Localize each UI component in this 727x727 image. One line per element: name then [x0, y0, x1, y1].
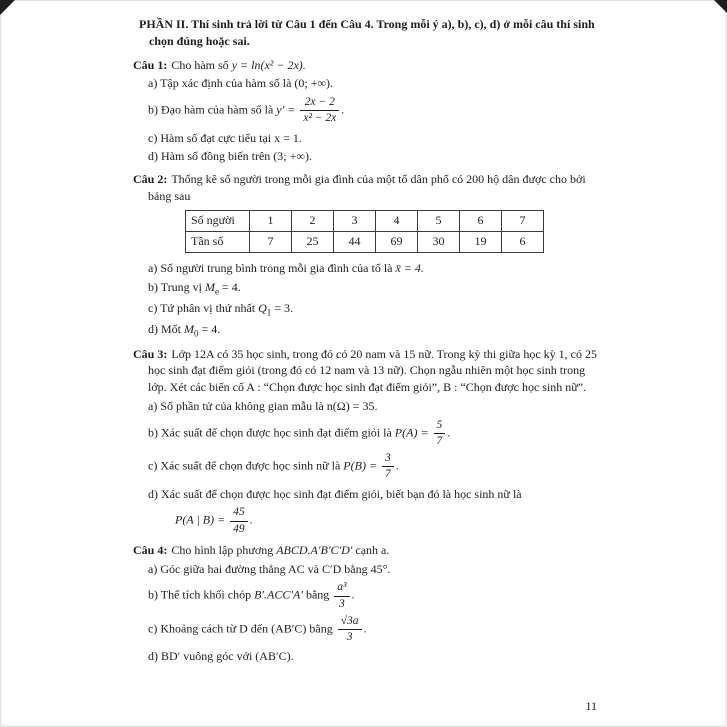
fraction-numerator: 45: [230, 506, 248, 521]
item-formula: y′ =: [276, 102, 299, 117]
table-cell: 19: [460, 231, 502, 252]
table-cell: 3: [334, 210, 376, 231]
item-text: .: [395, 458, 399, 473]
table-row-so-nguoi: [186, 210, 544, 231]
table-row-header: Số người: [186, 210, 250, 231]
item-text: d) Mốt: [148, 321, 184, 336]
question-1-intro-text: Cho hàm số: [171, 57, 232, 72]
question-3-item-a: a) Số phần tử của không gian mẫu là n(Ω) = 35.: [148, 398, 378, 413]
item-formula: P(A | B) =: [175, 512, 229, 527]
item-formula: P(B) =: [343, 458, 381, 473]
question-2-label: Câu 2:: [133, 172, 168, 187]
fraction-numerator: 3: [382, 452, 394, 467]
question-3-item-c: [133, 452, 605, 481]
item-variable: M: [205, 279, 216, 294]
item-text: c) Khoảng cách từ D đến (AB′C) bằng: [148, 621, 336, 636]
question-1-item-a: a) Tập xác định của hàm số là (0; +∞).: [148, 76, 334, 91]
question-2-intro: [133, 171, 605, 205]
item-variable: Q: [258, 300, 267, 315]
question-3-item-b: [133, 419, 605, 448]
section-header: PHẦN II. Thí sinh trả lời từ Câu 1 đến Câu 4. Trong mỗi ý a), b), c), d) ở mỗi câu thí sinh chọn đúng hoặc sai.: [139, 17, 595, 48]
item-text: .: [447, 425, 451, 440]
item-text: c) Tứ phân vị thứ nhất: [148, 300, 259, 315]
item-formula: P(A) =: [394, 425, 432, 440]
question-1-intro: [133, 57, 605, 74]
question-1-item-c: c) Hàm số đạt cực tiểu tại x = 1.: [148, 130, 302, 145]
question-4-intro: [133, 542, 605, 559]
item-text: b) Đạo hàm của hàm số là: [148, 102, 277, 117]
question-4-item-c: [133, 615, 605, 644]
table-cell: 25: [292, 231, 334, 252]
fraction-numerator: 2x − 2: [300, 96, 339, 111]
fraction-denominator: 49: [233, 522, 245, 535]
question-2-item-b: [133, 279, 605, 298]
item-text: .: [341, 102, 345, 117]
question-3-intro-text: Lớp 12A có 35 học sinh, trong đó có 20 nam và 15 nữ. Trong kỳ thi giữa học kỳ 1, có 25 học sinh đạt điểm giỏi (trong đó có 12 nam và 13 nữ). Chọn ngẫu nhiên một học sinh trong lớp. Xét các biến cố A : “Chọn được học sinh đạt điểm giỏi”, B : “Chọn được học sinh nữ”.: [148, 346, 597, 395]
table-cell: 7: [502, 210, 544, 231]
question-3-intro: [133, 346, 605, 396]
table-cell: 44: [334, 231, 376, 252]
fraction: [334, 581, 349, 610]
item-text: .: [351, 587, 355, 602]
question-4-label: Câu 4:: [133, 542, 168, 557]
question-1-formula: y = ln(x² − 2x).: [231, 57, 306, 72]
question-3-item-d-formula: [133, 506, 605, 535]
fraction-denominator: x² − 2x: [303, 112, 337, 125]
exam-content: [133, 16, 605, 671]
item-text: = 4.: [219, 279, 241, 294]
fraction-denominator: 7: [436, 434, 443, 447]
table-cell: 4: [376, 210, 418, 231]
question-4-item-b: [133, 581, 605, 610]
fraction: [382, 452, 394, 481]
page-corner-fold-left: [0, 0, 15, 15]
fraction-numerator: a³: [334, 581, 349, 596]
item-text: .: [249, 512, 253, 527]
question-1: [133, 57, 605, 166]
fraction: [300, 96, 339, 125]
question-4-intro-text: Cho hình lập phương: [171, 542, 277, 557]
item-text: = 3.: [271, 300, 294, 315]
question-4-item-a: a) Góc giữa hai đường thẳng AC và C′D bằng 45°.: [148, 561, 391, 576]
table-cell: 6: [460, 210, 502, 231]
item-text: c) Xác suất để chọn được học sinh nữ là: [148, 458, 344, 473]
table-cell: 7: [250, 231, 292, 252]
question-4-formula: ABCD.A′B′C′D′: [276, 542, 353, 557]
table-row-tan-so: [186, 231, 544, 252]
question-3-label: Câu 3:: [133, 346, 168, 361]
item-text: .: [363, 621, 367, 636]
item-subscript: 0: [194, 327, 199, 338]
question-2-intro-text: Thống kê số người trong mỗi gia đình của một tổ dân phố có 200 hộ dân được cho bởi bảng sau: [148, 172, 586, 204]
table-cell: 6: [502, 231, 544, 252]
question-2-item-a: [133, 260, 605, 277]
item-text: a) Số người trung bình trong mỗi gia đình của tổ là: [148, 260, 396, 275]
item-formula: B′.ACC′A′: [254, 587, 303, 602]
fraction-denominator: 3: [339, 597, 345, 610]
question-2-item-c: [133, 300, 605, 319]
question-1-item-d: d) Hàm số đồng biến trên (3; +∞).: [148, 149, 312, 164]
item-text: b) Thể tích khối chóp: [148, 587, 255, 602]
item-variable: M: [184, 321, 194, 336]
question-1-label: Câu 1:: [133, 57, 168, 72]
item-subscript: 1: [266, 306, 272, 317]
fraction-numerator: 5: [434, 419, 446, 434]
table-row-header: Tần số: [186, 231, 250, 252]
question-4: [133, 542, 605, 665]
item-text: b) Trung vị: [148, 279, 206, 294]
table-cell: 1: [250, 210, 292, 231]
fraction: [338, 615, 362, 644]
table-cell: 69: [376, 231, 418, 252]
question-4-intro-text: cạnh a.: [352, 542, 390, 557]
table-cell: 5: [418, 210, 460, 231]
page-corner-fold-right: [714, 0, 727, 13]
frequency-table: [185, 210, 544, 253]
item-formula: x̄ = 4.: [395, 260, 424, 275]
item-subscript: e: [215, 286, 220, 296]
table-cell: 30: [418, 231, 460, 252]
question-2-item-d: [133, 321, 605, 340]
fraction-denominator: 3: [346, 631, 353, 644]
question-1-item-b: [133, 96, 605, 125]
fraction-numerator: √3a: [338, 615, 362, 630]
fraction: [434, 419, 446, 448]
item-text: bằng: [302, 587, 333, 602]
question-4-item-d: d) BD′ vuông góc với (AB′C).: [148, 649, 294, 664]
question-3-item-d: d) Xác suất để chọn được học sinh đạt điểm giỏi, biết bạn đó là học sinh nữ là: [148, 486, 522, 501]
page-number: 11: [585, 699, 597, 713]
fraction: [230, 506, 248, 535]
question-3: [133, 346, 605, 536]
table-cell: 2: [292, 210, 334, 231]
item-text: b) Xác suất để chọn được học sinh đạt điểm giỏi là: [148, 425, 395, 440]
fraction-denominator: 7: [385, 468, 391, 481]
item-text: = 4.: [198, 321, 221, 336]
question-2: [133, 171, 605, 339]
